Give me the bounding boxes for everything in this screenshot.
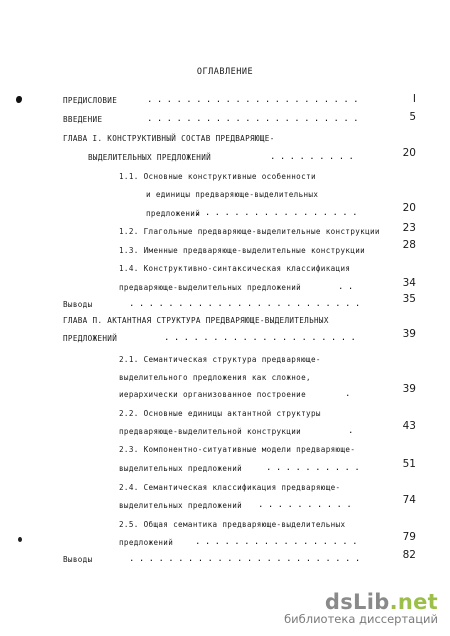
- toc-entry-text: ВЫДЕЛИТЕЛЬНЫХ ПРЕДЛОЖЕНИЙ: [88, 153, 212, 162]
- page-title: ОГЛАВЛЕНИЕ: [196, 67, 254, 77]
- toc-entry-text: ПРЕДЛОЖЕНИЙ: [63, 334, 118, 343]
- toc-leader-dots: .: [345, 389, 355, 399]
- toc-leader-dots: ....................: [164, 333, 361, 343]
- toc-entry-text: 2.5. Общая семантика предваряюще-выделительных: [119, 520, 346, 529]
- toc-entry-text: и единицы предваряюще-выделительных: [146, 190, 319, 199]
- toc-page-number: 74: [402, 494, 416, 506]
- toc-entry-text: Выводы: [63, 300, 93, 309]
- toc-entry-text: предваряюще-выделительной конструкции: [119, 427, 302, 436]
- toc-leader-dots: .................: [195, 208, 362, 218]
- toc-leader-dots: ........................: [129, 299, 365, 309]
- toc-leader-dots: ..........: [266, 463, 365, 473]
- toc-leader-dots: ......................: [147, 95, 364, 105]
- toc-entry-text: иерархически организованное построение: [119, 390, 307, 399]
- toc-entry-text: ВВЕДЕНИЕ: [63, 115, 103, 124]
- toc-page-number: 82: [402, 549, 416, 561]
- toc-page-number: 39: [402, 383, 416, 395]
- toc-entry-text: выделительных предложений: [119, 464, 243, 473]
- toc-leader-dots: .........: [270, 152, 359, 162]
- toc-page-number: 35: [402, 293, 416, 305]
- toc-leader-dots: ..: [338, 282, 358, 292]
- toc-entry-text: предваряюще-выделительных предложений: [119, 283, 302, 292]
- toc-entry-text: 2.3. Компонентно-ситуативные модели предваряюще-: [119, 445, 356, 454]
- toc-leader-dots: ......................: [147, 114, 364, 124]
- toc-page-number: I: [412, 93, 416, 105]
- toc-entry-text: ГЛАВА I. КОНСТРУКТИВНЫЙ СОСТАВ ПРЕДВАРЯЮЩЕ-: [63, 134, 275, 143]
- ink-speck-mark: [18, 537, 22, 542]
- watermark-logo: dsLib.net: [324, 590, 438, 614]
- toc-entry-text: выделительного предложения как сложное,: [119, 373, 311, 382]
- toc-page-number: 23: [402, 222, 416, 234]
- toc-entry-text: 2.1. Семантическая структура предваряюще-: [119, 355, 321, 364]
- toc-page-number: 39: [402, 328, 416, 340]
- toc-entry-text: 2.4. Семантическая классификация предваряюще-: [119, 483, 341, 492]
- toc-page-number: 20: [402, 202, 416, 214]
- toc-entry-text: 2.2. Основные единицы актантной структуры: [119, 409, 321, 418]
- toc-page-number: 5: [409, 111, 416, 123]
- toc-entry-text: 1.3. Именные предваряюще-выделительные конструкции: [119, 246, 366, 255]
- toc-page-number: 20: [402, 147, 416, 159]
- ink-blot-mark: [16, 96, 22, 103]
- toc-entry-text: Выводы: [63, 555, 93, 564]
- toc-entry-text: предложений: [146, 209, 201, 218]
- toc-entry-text: ПРЕДИСЛОВИЕ: [63, 96, 118, 105]
- toc-leader-dots: .: [348, 426, 358, 436]
- toc-page-number: 79: [402, 531, 416, 543]
- toc-leader-dots: .................: [195, 537, 362, 547]
- watermark: [284, 590, 438, 626]
- toc-leader-dots: ........................: [129, 554, 365, 564]
- toc-page-number: 43: [402, 420, 416, 432]
- watermark-subtitle: библиотека диссертаций: [284, 612, 438, 626]
- toc-entry-text: 1.2. Глагольные предваряюще-выделительные конструкции: [119, 227, 380, 236]
- toc-entry-text: 1.4. Конструктивно-синтаксическая классификация: [119, 264, 351, 273]
- toc-page-number: 51: [402, 458, 416, 470]
- toc-leader-dots: ..........: [258, 500, 357, 510]
- toc-entry-text: выделительных предложений: [119, 501, 243, 510]
- toc-page-number: 34: [402, 277, 416, 289]
- toc-entry-text: 1.1. Основные конструктивные особенности: [119, 172, 316, 181]
- toc-entry-text: ГЛАВА П. АКТАНТНАЯ СТРУКТУРА ПРЕДВАРЯЮЩЕ-ВЫДЕЛИТЕЛЬНЫХ: [63, 316, 329, 325]
- toc-page-number: 28: [402, 239, 416, 251]
- toc-entry-text: предложений: [119, 538, 174, 547]
